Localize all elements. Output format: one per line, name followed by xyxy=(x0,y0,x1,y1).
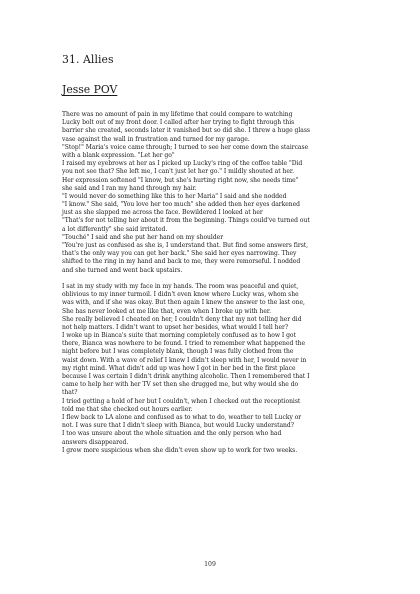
body-text xyxy=(62,111,362,455)
text-line: I woke up in Bianca's suite that morning completely confused as to how I got xyxy=(62,332,296,340)
text-line: that's the only way you can get her back." She said her eyes narrowing. They xyxy=(62,250,297,258)
text-line: night before but I was completely blank, though I was fully clothed from the xyxy=(62,348,294,356)
text-line: "Stop!" Maria's voice came through; I turned to see her come down the staircase xyxy=(62,143,309,151)
text-line: she said and I ran my hand through my hair. xyxy=(62,184,197,192)
text-line: "Touché" I said and she put her hand on my shoulder xyxy=(62,233,224,241)
text-line: There was no amount of pain in my lifetime that could compare to watching xyxy=(62,111,293,118)
text-line: I sat in my study with my face in my hands. The room was peaceful and quiet, xyxy=(62,282,299,290)
page-number: 109 xyxy=(204,561,216,568)
text-line: "That's for not telling her about it from the beginning. Things could've turned out xyxy=(62,217,310,225)
text-line: my right mind. What didn't add up was how I got in her bed in the first place xyxy=(62,364,296,372)
text-line: vase against the wall in frustration and turned for my garage. xyxy=(62,135,250,143)
text-line: oblivious to my inner turmoil. I didn't even know where Lucky was, whom she xyxy=(62,291,299,299)
text-line: that? xyxy=(62,389,78,397)
text-line: Lucky bolt out of my front door. I called after her trying to fight through this xyxy=(62,119,295,127)
text-line: a lot differently" she said irritated. xyxy=(62,225,168,233)
text-line: barrier she created, seconds later it vanished but so did she. I threw a huge glass xyxy=(62,127,310,135)
text-line: I too was unsure about the whole situation and the only person who had xyxy=(62,430,282,438)
text-line: not. I was sure that I didn't sleep with Bianca, but would Lucky understand? xyxy=(62,422,294,430)
text-line: "I know." She said, "You love her too much" she added then her eyes darkened xyxy=(62,201,301,209)
text-line: I grew more suspicious when she didn't even show up to work for two weeks. xyxy=(62,446,298,454)
text-line: waist down. With a wave of relief I knew I didn't sleep with her, I would never in xyxy=(62,356,307,364)
pov-heading: Jesse POV xyxy=(62,83,118,96)
text-line: I flew back to LA alone and confused as to what to do, weather to tell Lucky or xyxy=(62,413,302,421)
text-line: I raised my eyebrows at her as I picked up Lucky's ring of the coffee table "Did xyxy=(62,160,303,168)
text-line: you not see that? She left me, I can't just let her go." I mildly shouted at her. xyxy=(62,168,295,176)
text-line: just as she slapped me across the face. Bewildered I looked at her xyxy=(62,209,263,217)
text-line: I tried getting a hold of her but I couldn't, when I checked out the receptionist xyxy=(62,397,301,405)
text-line: answers disappeared. xyxy=(62,438,129,446)
text-line: was with, and if she was okay. But then again I knew the answer to the last one, xyxy=(62,299,305,307)
text-line: told me that she checked out hours earlier. xyxy=(62,405,193,413)
text-line: there, Bianca was nowhere to be found. I tried to remember what happened the xyxy=(62,340,306,348)
text-line: She has never looked at me like that, even when I broke up with her. xyxy=(62,307,271,315)
text-line: and she turned and went back upstairs. xyxy=(62,266,183,274)
text-line: shifted to the ring in my hand and back to me, they were remorseful. I nodded xyxy=(62,258,301,266)
text-line: She really believed I cheated on her, I couldn't deny that my not telling her did xyxy=(62,315,302,323)
text-line: "I would never do something like this to her Maria" I said and she nodded xyxy=(62,192,287,200)
text-line: not help matters. I didn't want to upset her besides, what would I tell her? xyxy=(62,323,289,331)
text-line: with a blank expression. "Let her go" xyxy=(62,151,175,159)
text-line: "You're just as confused as she is, I understand that. But find some answers first, xyxy=(62,242,309,249)
text-line: because I was certain I didn't drink anything alcoholic. Then I remembered that I xyxy=(62,373,310,380)
chapter-title: 31. Allies xyxy=(62,53,114,66)
paragraph-gap xyxy=(62,275,362,283)
text-line: Her expression softened "I know, but she's hurting right now, she needs time" xyxy=(62,176,299,184)
text-line: came to help her with her TV set then she drugged me, but why would she do xyxy=(62,381,299,389)
